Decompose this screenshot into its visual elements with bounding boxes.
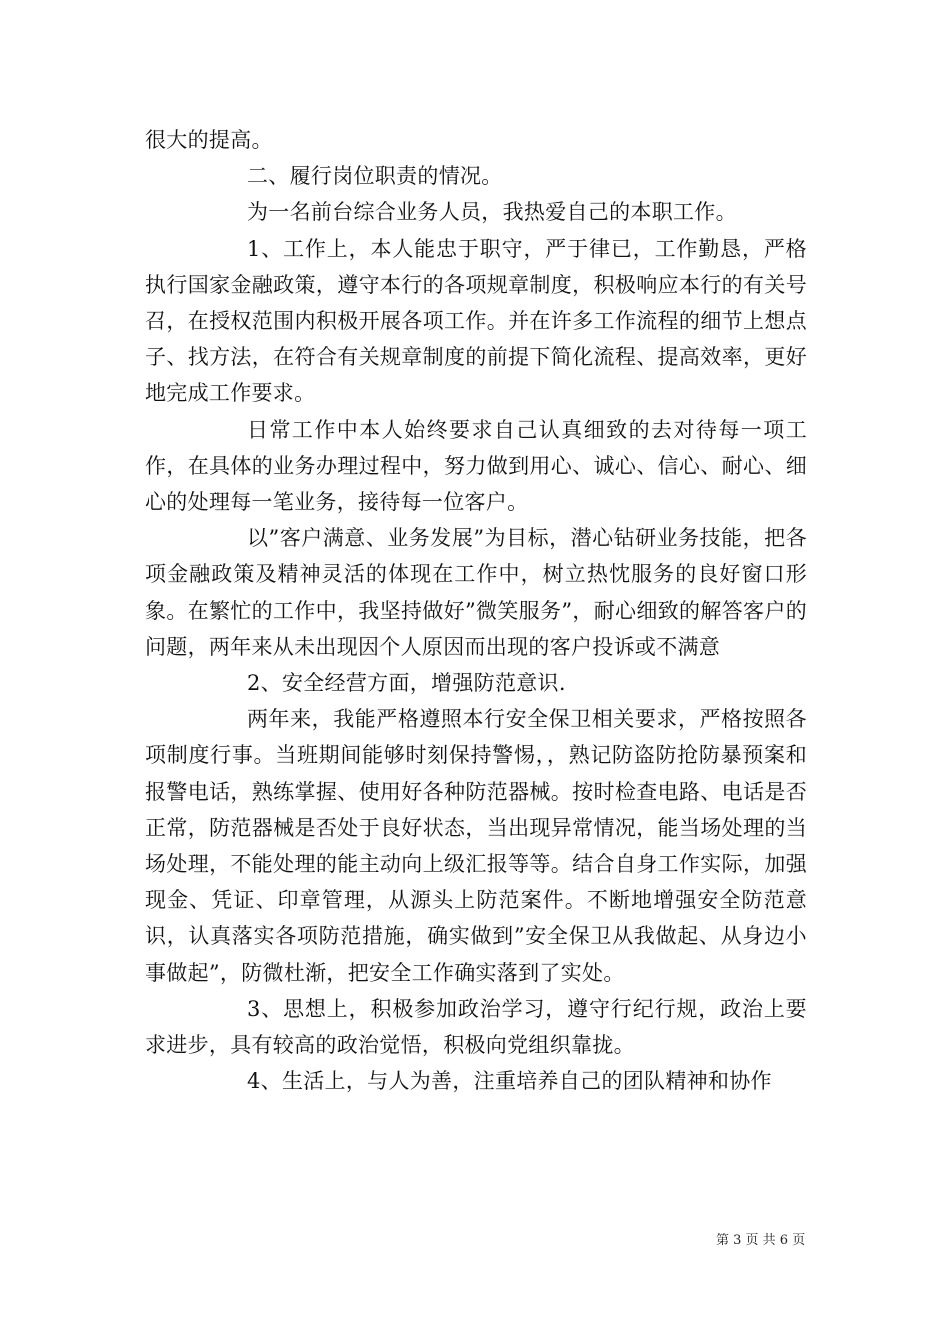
page-number-footer bbox=[716, 1233, 805, 1249]
paragraph-2: 二、履行岗位职责的情况。 bbox=[247, 164, 503, 189]
page-number-label: 第 3 页 共 6 页 bbox=[716, 1233, 806, 1248]
paragraph-4: 1、工作上，本人能忠于职守，严于律已，工作勤恳，严格执行国家金融政策，遵守本行的各项规章制度，积极响应本行的有关号召，在授权范围内积极开展各项工作。并在许多工作流程的细节上想点子、找方法，在符合有关规章制度的前提下简化流程、提高效率，更好地完成工作要求。 bbox=[145, 236, 807, 406]
paragraph-10: 4、生活上，与人为善，注重培养自己的团队精神和协作 bbox=[247, 1069, 772, 1094]
document-body bbox=[145, 122, 807, 1099]
paragraph-7: 2、安全经营方面，增强防范意识. bbox=[247, 671, 566, 696]
paragraph-5: 日常工作中本人始终要求自己认真细致的去对待每一项工作，在具体的业务办理过程中，努力做到用心、诚心、信心、耐心、细心的处理每一笔业务，接待每一位客户。 bbox=[145, 417, 807, 515]
paragraph-6: 以”客户满意、业务发展”为目标，潜心钻研业务技能，把各项金融政策及精神灵活的体现在工作中，树立热忱服务的良好窗口形象。在繁忙的工作中，我坚持做好”微笑服务”，耐心细致的解答客户的问题，两年来从未出现因个人原因而出现的客户投诉或不满意 bbox=[145, 526, 807, 659]
paragraph-9: 3、思想上，积极参加政治学习，遵守行纪行规，政治上要求进步，具有较高的政治觉悟，积极向党组织靠拢。 bbox=[145, 996, 807, 1058]
paragraph-8: 两年来，我能严格遵照本行安全保卫相关要求，严格按照各项制度行事。当班期间能够时刻保持警惕，，熟记防盗防抢防暴预案和报警电话，熟练掌握、使用好各种防范器械。按时检查电路、电话是否正常，防范器械是否处于良好状态，当出现异常情况，能当场处理的当场处理，不能处理的能主动向上级汇报等等。结合自身工作实际，加强现金、凭证、印章管理，从源头上防范案件。不断地增强安全防范意识，认真落实各项防范措施，确实做到”安全保卫从我做起、从身边小事做起”，防微杜渐，把安全工作确实落到了实处。 bbox=[145, 707, 807, 985]
paragraph-3: 为一名前台综合业务人员，我热爱自己的本职工作。 bbox=[247, 200, 737, 225]
paragraph-1: 很大的提高。 bbox=[145, 128, 273, 152]
